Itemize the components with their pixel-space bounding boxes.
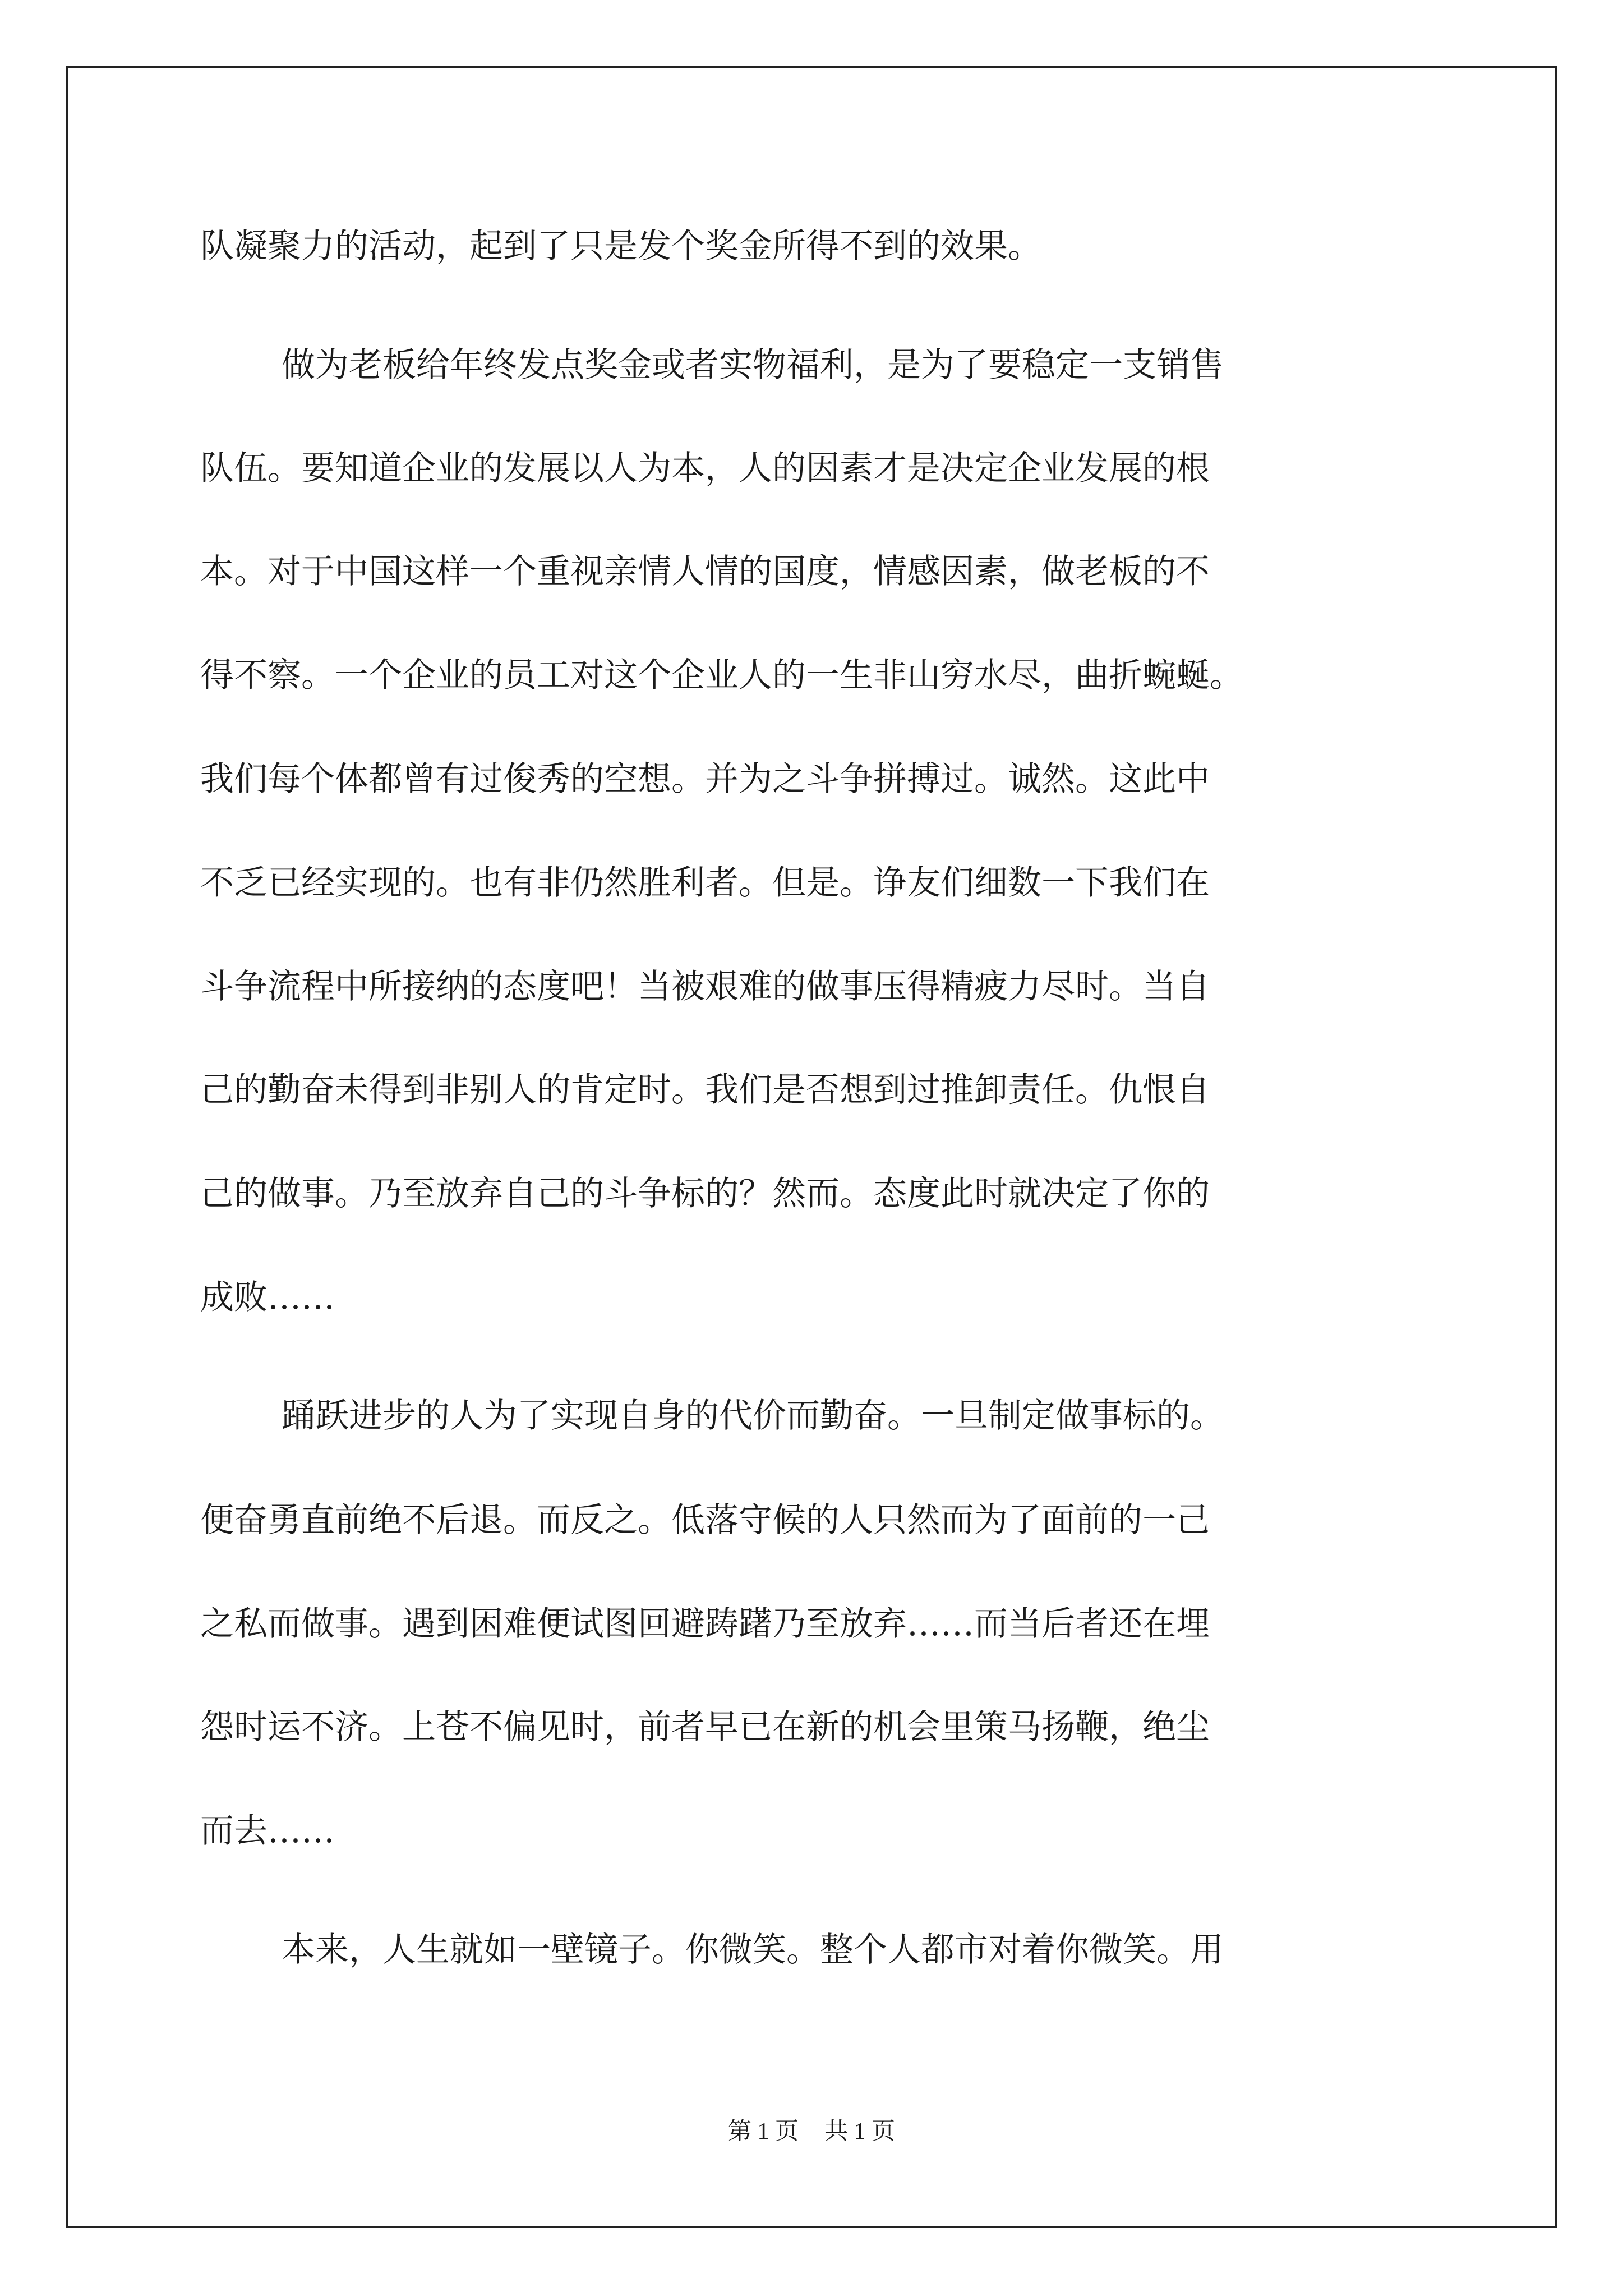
text-line: 便奋勇直前绝不后退。而反之。低落守候的人只然而为了面前的一己 xyxy=(200,1501,1210,1540)
paragraph-first-line: 本来，人生就如一壁镜子。你微笑。整个人都市对着你微笑。用 xyxy=(282,1930,1224,1970)
page-footer xyxy=(0,2115,1623,2148)
text-line: 之私而做事。遇到困难便试图回避踌躇乃至放弃……而当后者还在埋 xyxy=(200,1604,1210,1644)
text-line: 而去…… xyxy=(200,1811,335,1851)
text-line: 斗争流程中所接纳的态度吧！当被艰难的做事压得精疲力尽时。当自 xyxy=(200,967,1210,1006)
text-line: 怨时运不济。上苍不偏见时，前者早已在新的机会里策马扬鞭，绝尘 xyxy=(200,1708,1210,1747)
page-number: 第 1 页 xyxy=(727,2119,799,2145)
text-line: 己的勤奋未得到非别人的肯定时。我们是否想到过推卸责任。仇恨自 xyxy=(200,1070,1210,1110)
paragraph-first-line: 踊跃进步的人为了实现自身的代价而勤奋。一旦制定做事标的。 xyxy=(282,1396,1224,1435)
text-line: 队凝聚力的活动，起到了只是发个奖金所得不到的效果。 xyxy=(200,227,1041,266)
text-line: 己的做事。乃至放弃自己的斗争标的？然而。态度此时就决定了你的 xyxy=(200,1174,1210,1213)
text-line: 队伍。要知道企业的发展以人为本，人的因素才是决定企业发展的根 xyxy=(200,449,1210,488)
paragraph-first-line: 做为老板给年终发点奖金或者实物福利，是为了要稳定一支销售 xyxy=(282,346,1224,385)
text-line: 我们每个体都曾有过俊秀的空想。并为之斗争拼搏过。诚然。这此中 xyxy=(200,760,1210,799)
page-total: 共 1 页 xyxy=(824,2119,896,2145)
text-line: 本。对于中国这样一个重视亲情人情的国度，情感因素，做老板的不 xyxy=(200,552,1210,591)
text-line: 成败…… xyxy=(200,1278,335,1317)
text-line: 不乏已经实现的。也有非仍然胜利者。但是。诤友们细数一下我们在 xyxy=(200,863,1210,903)
text-line: 得不察。一个企业的员工对这个企业人的一生非山穷水尽，曲折蜿蜒。 xyxy=(200,656,1243,695)
